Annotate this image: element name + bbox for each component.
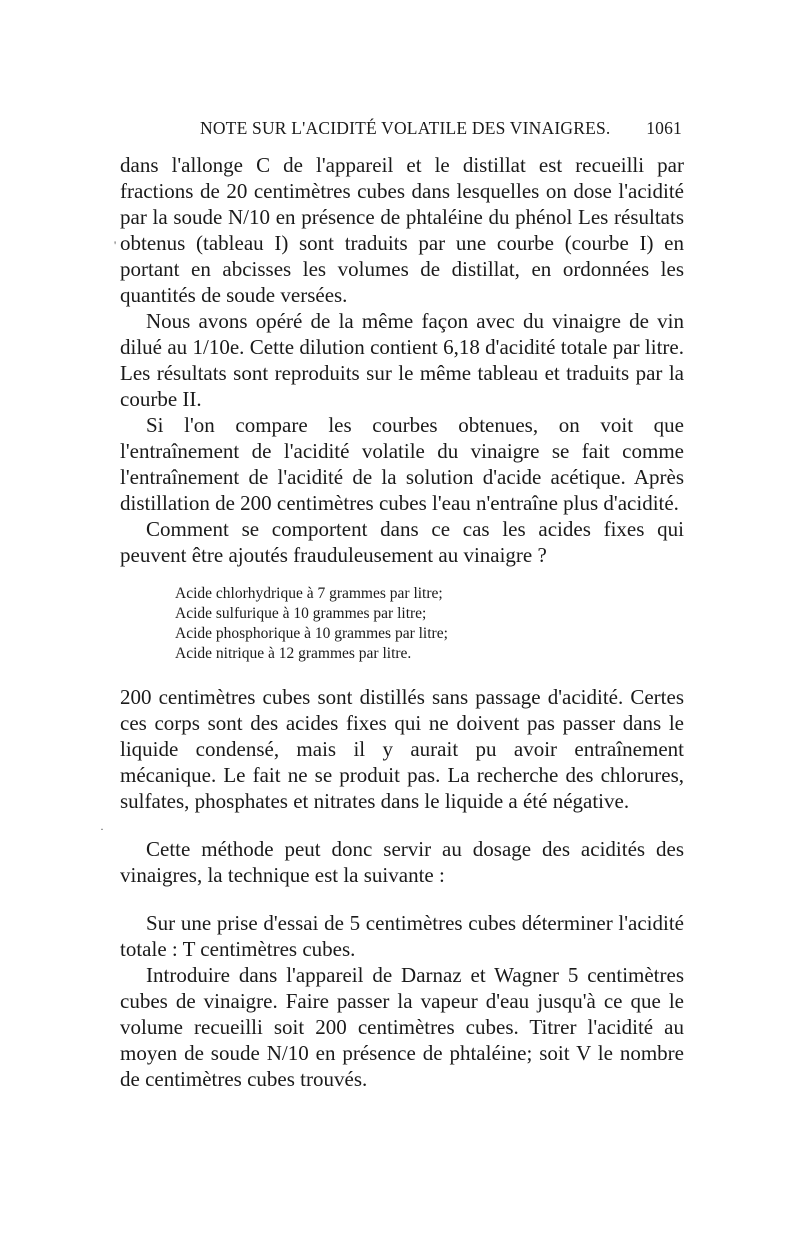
paragraph-3: Si l'on compare les courbes obtenues, on voit que l'entraînement de l'acidité volatile du vinaigre se fait comme l'entraînement de l'acidité de la solution d'acide acétique. Après distillation de 200 centimètres cubes l'eau n'entraîne plus d'acidité. [120, 413, 684, 515]
paragraph-5: 200 centimètres cubes sont distillés sans passage d'acidité. Certes ces corps sont des acides fixes qui ne doivent pas passer dans le liquide condensé, mais il y aurait pu avoir entraînement mécanique. Le fait ne se produit pas. La recherche des chlorures, sulfates, phosphates et nitrates dans le liquide a été négative. [120, 685, 684, 813]
paragraph-2: Nous avons opéré de la même façon avec du vinaigre de vin dilué au 1/10e. Cette dilution contient 6,18 d'acidité totale par litre. Les résultats sont reproduits sur le même tableau et traduits par la courbe II. [120, 309, 684, 411]
paragraph-6: Cette méthode peut donc servir au dosage des acidités des vinaigres, la technique est la suivante : [120, 837, 684, 887]
body-text [120, 152, 684, 1092]
acid-list-item: Acide sulfurique à 10 grammes par litre; [175, 605, 427, 622]
acid-list-item: Acide chlorhydrique à 7 grammes par litre; [175, 585, 443, 602]
margin-mark: · [100, 822, 104, 836]
margin-mark: ' [114, 238, 117, 252]
acid-list-item: Acide nitrique à 12 grammes par litre. [175, 645, 412, 662]
paragraph-1: dans l'allonge C de l'appareil et le distillat est recueilli par fractions de 20 centimètres cubes dans lesquelles on dose l'acidité par la soude N/10 en présence de phtaléine du phénol Les résultats obtenus (tableau I) sont traduits par une courbe (courbe I) en portant en abcisses les volumes de distillat, en ordonnées les quantités de soude versées. [120, 153, 684, 307]
paragraph-8: Introduire dans l'appareil de Darnaz et Wagner 5 centimètres cubes de vinaigre. Faire passer la vapeur d'eau jusqu'à ce que le volume recueilli soit 200 centimètres cubes. Titrer l'acidité au moyen de soude N/10 en présence de phtaléine; soit V le nombre de centimètres cubes trouvés. [120, 963, 684, 1091]
paragraph-7: Sur une prise d'essai de 5 centimètres cubes déterminer l'acidité totale : T centimètres cubes. [120, 911, 684, 961]
page-number: 1061 [646, 118, 682, 138]
acid-list [175, 584, 684, 664]
running-title: NOTE SUR L'ACIDITÉ VOLATILE DES VINAIGRES. [200, 118, 611, 138]
acid-list-item: Acide phosphorique à 10 grammes par litre; [175, 625, 448, 642]
paragraph-4: Comment se comportent dans ce cas les acides fixes qui peuvent être ajoutés frauduleusement au vinaigre ? [120, 517, 684, 567]
running-header [200, 118, 682, 139]
